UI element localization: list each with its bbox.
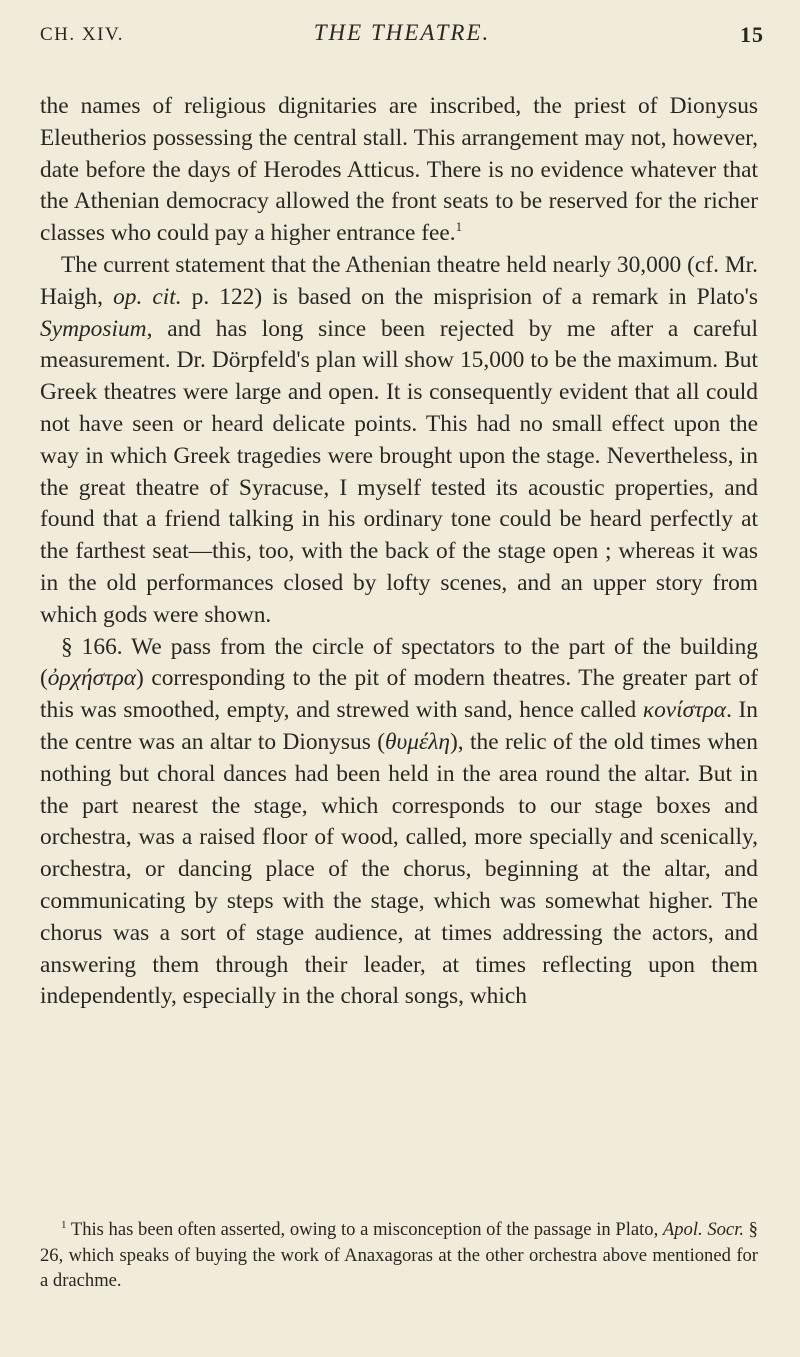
paragraph-3-text-a: § 166. We pass from the circle of spectators to the part of the building ( bbox=[40, 633, 758, 692]
chapter-label: CH. XIV. bbox=[40, 24, 124, 45]
work-title-symposium: Symposium bbox=[40, 315, 147, 342]
paragraph-2-text-a: The current statement that the Athenian theatre held nearly 30,000 (cf. Mr. Haigh, bbox=[40, 251, 758, 310]
paragraph-3-text-c: . In the centre was an altar to Dionysus ( bbox=[40, 697, 758, 755]
footnote-mark: 1 bbox=[61, 1218, 67, 1231]
page-number: 15 bbox=[740, 22, 764, 47]
paragraph-2-text-b: p. 122) is based on the misprision of a remark in Plato's bbox=[181, 283, 758, 310]
footnote-text-b: § 26, which speaks of buying the work of Anaxagoras at the other orchestra above mentioned for a drachme. bbox=[40, 1219, 758, 1291]
paragraph-1 bbox=[40, 91, 758, 250]
greek-term-orchestra: ὀρχήστρα bbox=[47, 665, 137, 692]
footnote bbox=[40, 1217, 758, 1294]
main-text bbox=[40, 91, 758, 1013]
paragraph-2 bbox=[40, 250, 758, 632]
footnote-text-a: This has been often asserted, owing to a misconception of the passage in Plato, bbox=[66, 1219, 663, 1240]
running-title: THE THEATRE. bbox=[313, 20, 491, 45]
running-head bbox=[40, 18, 764, 58]
greek-term-konistra: κονίστρα bbox=[642, 697, 727, 724]
paragraph-3-text-b: ) corresponding to the pit of modern theatres. The greater part of this was smoothed, empty, and strewed with sand, hence called bbox=[40, 665, 758, 724]
paragraph-3-text-d: ), the relic of the old times when nothing but choral dances had been held in the area round the altar. But in the part nearest the stage, which corresponds to our stage boxes and orchestra, was a raised floor of wood, called, more specially and scenically, orchestra, or dancing place of the chorus, beginning at the altar, and communicating by steps with the stage, which was somewhat higher. The chorus was a sort of stage audience, at times addressing the actors, and answering them through their leader, at times reflecting upon them independently, especially in the choral songs, which bbox=[40, 728, 758, 1010]
paragraph-1-text: the names of religious dignitaries are inscribed, the priest of Dionysus Eleutherios possessing the central stall. This arrangement may not, however, date before the days of Herodes Atticus. There is no evidence whatever that the Athenian democracy allowed the front seats to be reserved for the richer classes who could pay a higher entrance fee. bbox=[40, 93, 758, 247]
citation-op-cit: op. cit. bbox=[113, 283, 182, 310]
paragraph-2-text-c: , and has long since been rejected by me after a careful measurement. Dr. Dörpfeld's plan will show 15,000 to be the maximum. But Greek theatres were large and open. It is consequently evident that all could not have seen or heard delicate points. This had no small effect upon the way in which Greek tragedies were brought upon the stage. Nevertheless, in the great theatre of Syracuse, I myself tested its acoustic properties, and found that a friend talking in his ordinary tone could be heard perfectly at the farthest seat—this, too, with the back of the stage open ; whereas it was in the old performances closed by lofty scenes, and an upper story from which gods were shown. bbox=[40, 315, 758, 628]
footnote-work-title: Apol. Socr. bbox=[662, 1219, 745, 1240]
footnote-reference: 1 bbox=[455, 219, 463, 235]
greek-term-thymele: θυμέλη bbox=[385, 728, 450, 755]
paragraph-3 bbox=[40, 632, 758, 1014]
